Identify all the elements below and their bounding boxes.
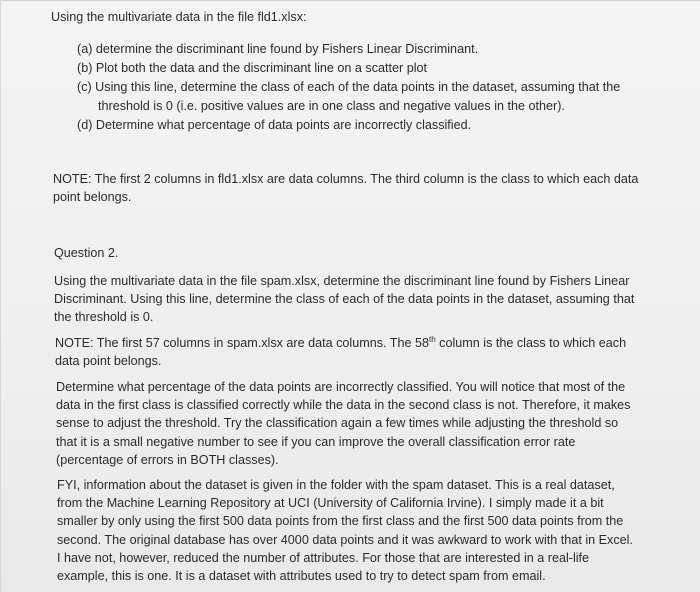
q2-determine: Determine what percentage of the data points are incorrectly classified. You will notice that most of the data in the first class is classified correctly while the data in the second class is not. Therefore, it makes sense to adjust the threshold. Try the classification again a few times while adjusting the threshold so that it is a small negative number to see if you can improve the overall classification error rate (percentage of errors in BOTH classes). [56,380,631,467]
q2-note-sup: th [429,334,436,344]
q2-note-after: column is the class to which each data point belongs. [55,336,627,369]
q2-fyi: FYI, information about the dataset is given in the folder with the spam dataset. This is a real dataset, from the Machine Learning Repository at UCI (University of California Irvine). I simply made it a bit smaller by only using the first 500 data points from the first class and the first 500 data points from the second. The original database has over 4000 data points and it was awkward to work with that in Excel. I have not, however, reduced the number of attributes. For those that are interested in a real-life example, this is one. It is a dataset with attributes used to try to detect spam from email. [57,478,633,584]
q1-item-a: (a) determine the discriminant line found by Fishers Linear Discriminant. [77,42,479,56]
q1-item-d: (d) Determine what percentage of data points are incorrectly classified. [77,118,472,132]
top-divider [1,0,700,1]
q1-item-c: (c) Using this line, determine the class of each of the data points in the dataset, assuming that the [77,80,621,94]
q2-heading: Question 2. [54,246,119,260]
q1-note: NOTE: The first 2 columns in fld1.xlsx are data columns. The third column is the class to which each data point belongs. [53,172,639,205]
q2-note-before: NOTE: The first 57 columns in spam.xlsx are data columns. The 58 [55,336,430,350]
q1-item-c-cont: threshold is 0 (i.e. positive values are in one class and negative values in the other). [98,99,565,113]
q2-note [55,334,635,370]
q1-intro: Using the multivariate data in the file fld1.xlsx: [51,10,307,24]
q2-intro: Using the multivariate data in the file spam.xlsx, determine the discriminant line found by Fishers Linear Discriminant. Using this line, determine the class of each of the data points in the dataset, assuming that the threshold is 0. [54,274,635,325]
q1-item-b: (b) Plot both the data and the discriminant line on a scatter plot [77,61,428,75]
